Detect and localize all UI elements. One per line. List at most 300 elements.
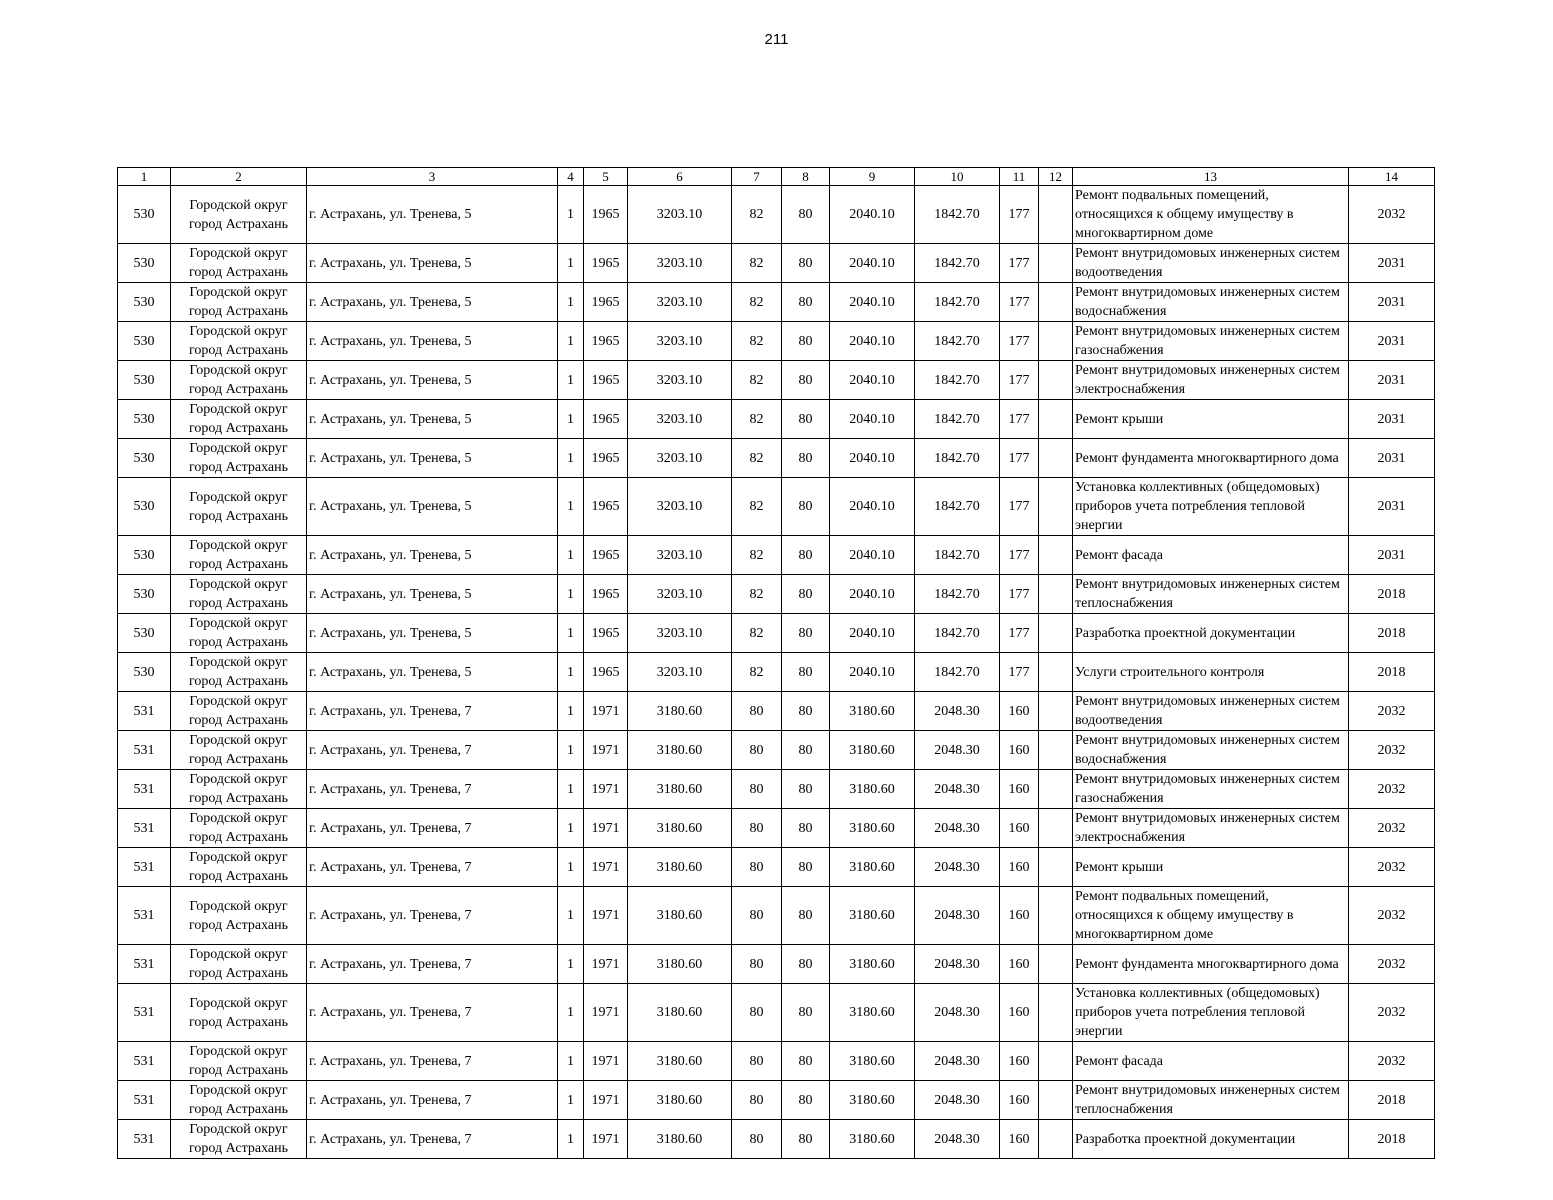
cell-work-type: Ремонт внутридомовых инженерных систем водоотведения	[1073, 244, 1349, 283]
table-row	[118, 536, 1435, 575]
cell-col-8: 80	[782, 731, 830, 770]
cell-address: г. Астрахань, ул. Тренева, 5	[307, 653, 558, 692]
cell-col-7: 82	[732, 575, 782, 614]
cell-col-4: 1	[558, 244, 584, 283]
column-header: 5	[584, 168, 628, 186]
cell-col-9: 2040.10	[830, 400, 915, 439]
cell-year: 1971	[584, 1120, 628, 1159]
cell-col-11: 177	[1000, 244, 1039, 283]
cell-col-12	[1039, 361, 1073, 400]
table-row	[118, 361, 1435, 400]
cell-address: г. Астрахань, ул. Тренева, 7	[307, 809, 558, 848]
cell-planned-year: 2018	[1349, 614, 1435, 653]
cell-col-9: 2040.10	[830, 322, 915, 361]
cell-planned-year: 2032	[1349, 186, 1435, 244]
cell-col-10: 1842.70	[915, 536, 1000, 575]
cell-object-number: 530	[118, 614, 171, 653]
cell-object-number: 530	[118, 439, 171, 478]
cell-col-8: 80	[782, 1081, 830, 1120]
cell-col-11: 177	[1000, 614, 1039, 653]
cell-address: г. Астрахань, ул. Тренева, 5	[307, 244, 558, 283]
cell-object-number: 530	[118, 283, 171, 322]
cell-planned-year: 2032	[1349, 692, 1435, 731]
cell-object-number: 531	[118, 945, 171, 984]
cell-planned-year: 2031	[1349, 536, 1435, 575]
cell-col-6: 3180.60	[628, 1120, 732, 1159]
column-header: 10	[915, 168, 1000, 186]
cell-col-9: 2040.10	[830, 614, 915, 653]
cell-col-12	[1039, 478, 1073, 536]
column-header: 9	[830, 168, 915, 186]
cell-planned-year: 2032	[1349, 945, 1435, 984]
cell-col-4: 1	[558, 653, 584, 692]
cell-address: г. Астрахань, ул. Тренева, 7	[307, 731, 558, 770]
table-row	[118, 770, 1435, 809]
cell-col-12	[1039, 575, 1073, 614]
cell-work-type: Ремонт внутридомовых инженерных систем водоснабжения	[1073, 283, 1349, 322]
cell-municipality: Городской округ город Астрахань	[171, 653, 307, 692]
cell-col-9: 2040.10	[830, 575, 915, 614]
cell-col-11: 160	[1000, 848, 1039, 887]
cell-col-12	[1039, 848, 1073, 887]
cell-col-4: 1	[558, 186, 584, 244]
cell-col-4: 1	[558, 478, 584, 536]
cell-col-9: 2040.10	[830, 186, 915, 244]
cell-year: 1965	[584, 439, 628, 478]
cell-object-number: 531	[118, 731, 171, 770]
cell-col-11: 177	[1000, 283, 1039, 322]
cell-col-10: 1842.70	[915, 283, 1000, 322]
cell-col-6: 3180.60	[628, 848, 732, 887]
cell-col-12	[1039, 1081, 1073, 1120]
cell-work-type: Ремонт внутридомовых инженерных систем газоснабжения	[1073, 322, 1349, 361]
cell-address: г. Астрахань, ул. Тренева, 7	[307, 887, 558, 945]
cell-col-9: 2040.10	[830, 536, 915, 575]
cell-object-number: 531	[118, 1042, 171, 1081]
cell-col-9: 3180.60	[830, 984, 915, 1042]
cell-col-12	[1039, 731, 1073, 770]
cell-col-9: 3180.60	[830, 848, 915, 887]
cell-col-10: 2048.30	[915, 731, 1000, 770]
cell-address: г. Астрахань, ул. Тренева, 5	[307, 400, 558, 439]
cell-object-number: 531	[118, 809, 171, 848]
column-header: 13	[1073, 168, 1349, 186]
cell-col-10: 2048.30	[915, 848, 1000, 887]
cell-year: 1965	[584, 244, 628, 283]
cell-work-type: Разработка проектной документации	[1073, 614, 1349, 653]
cell-col-4: 1	[558, 1081, 584, 1120]
cell-col-11: 160	[1000, 770, 1039, 809]
cell-municipality: Городской округ город Астрахань	[171, 439, 307, 478]
cell-col-4: 1	[558, 887, 584, 945]
cell-year: 1965	[584, 614, 628, 653]
cell-col-11: 177	[1000, 478, 1039, 536]
table-row	[118, 653, 1435, 692]
cell-municipality: Городской округ город Астрахань	[171, 945, 307, 984]
cell-col-4: 1	[558, 575, 584, 614]
cell-work-type: Установка коллективных (общедомовых) приборов учета потребления тепловой энергии	[1073, 478, 1349, 536]
cell-col-8: 80	[782, 614, 830, 653]
cell-col-8: 80	[782, 186, 830, 244]
cell-col-11: 160	[1000, 887, 1039, 945]
cell-work-type: Ремонт фасада	[1073, 1042, 1349, 1081]
cell-col-9: 3180.60	[830, 1081, 915, 1120]
cell-address: г. Астрахань, ул. Тренева, 7	[307, 1120, 558, 1159]
cell-year: 1971	[584, 984, 628, 1042]
cell-col-11: 177	[1000, 536, 1039, 575]
cell-year: 1971	[584, 945, 628, 984]
cell-col-9: 3180.60	[830, 1042, 915, 1081]
cell-col-4: 1	[558, 692, 584, 731]
cell-col-11: 177	[1000, 322, 1039, 361]
cell-col-12	[1039, 283, 1073, 322]
table-row	[118, 400, 1435, 439]
cell-col-4: 1	[558, 731, 584, 770]
cell-col-8: 80	[782, 809, 830, 848]
cell-col-6: 3203.10	[628, 478, 732, 536]
cell-col-4: 1	[558, 809, 584, 848]
cell-col-11: 160	[1000, 1042, 1039, 1081]
cell-col-12	[1039, 887, 1073, 945]
cell-year: 1965	[584, 186, 628, 244]
cell-planned-year: 2031	[1349, 244, 1435, 283]
cell-col-4: 1	[558, 439, 584, 478]
cell-col-9: 2040.10	[830, 439, 915, 478]
cell-planned-year: 2032	[1349, 984, 1435, 1042]
cell-col-11: 160	[1000, 692, 1039, 731]
cell-col-7: 82	[732, 186, 782, 244]
cell-col-9: 3180.60	[830, 731, 915, 770]
cell-year: 1971	[584, 731, 628, 770]
cell-municipality: Городской округ город Астрахань	[171, 848, 307, 887]
cell-col-9: 2040.10	[830, 361, 915, 400]
cell-col-8: 80	[782, 692, 830, 731]
table-row	[118, 887, 1435, 945]
table-row	[118, 244, 1435, 283]
cell-municipality: Городской округ город Астрахань	[171, 536, 307, 575]
cell-municipality: Городской округ город Астрахань	[171, 1120, 307, 1159]
cell-municipality: Городской округ город Астрахань	[171, 887, 307, 945]
cell-work-type: Разработка проектной документации	[1073, 1120, 1349, 1159]
table-row	[118, 575, 1435, 614]
cell-planned-year: 2032	[1349, 731, 1435, 770]
cell-col-12	[1039, 770, 1073, 809]
cell-municipality: Городской округ город Астрахань	[171, 400, 307, 439]
cell-year: 1971	[584, 692, 628, 731]
cell-address: г. Астрахань, ул. Тренева, 7	[307, 984, 558, 1042]
cell-col-10: 1842.70	[915, 400, 1000, 439]
cell-address: г. Астрахань, ул. Тренева, 5	[307, 478, 558, 536]
cell-year: 1965	[584, 653, 628, 692]
cell-col-8: 80	[782, 244, 830, 283]
cell-col-7: 80	[732, 770, 782, 809]
cell-col-10: 1842.70	[915, 653, 1000, 692]
cell-address: г. Астрахань, ул. Тренева, 5	[307, 361, 558, 400]
cell-address: г. Астрахань, ул. Тренева, 5	[307, 322, 558, 361]
cell-col-4: 1	[558, 770, 584, 809]
cell-col-4: 1	[558, 614, 584, 653]
cell-municipality: Городской округ город Астрахань	[171, 984, 307, 1042]
cell-col-11: 177	[1000, 361, 1039, 400]
cell-col-6: 3203.10	[628, 653, 732, 692]
cell-col-10: 2048.30	[915, 984, 1000, 1042]
cell-col-10: 1842.70	[915, 244, 1000, 283]
table-row	[118, 283, 1435, 322]
cell-col-6: 3180.60	[628, 809, 732, 848]
cell-municipality: Городской округ город Астрахань	[171, 1042, 307, 1081]
cell-year: 1965	[584, 322, 628, 361]
cell-year: 1965	[584, 361, 628, 400]
cell-col-8: 80	[782, 400, 830, 439]
cell-col-11: 160	[1000, 809, 1039, 848]
cell-col-8: 80	[782, 536, 830, 575]
cell-col-12	[1039, 1042, 1073, 1081]
cell-address: г. Астрахань, ул. Тренева, 7	[307, 1042, 558, 1081]
cell-year: 1965	[584, 536, 628, 575]
cell-col-10: 2048.30	[915, 770, 1000, 809]
cell-col-8: 80	[782, 575, 830, 614]
cell-col-12	[1039, 692, 1073, 731]
cell-col-4: 1	[558, 536, 584, 575]
cell-col-6: 3180.60	[628, 887, 732, 945]
cell-col-11: 160	[1000, 1081, 1039, 1120]
cell-object-number: 531	[118, 848, 171, 887]
cell-col-6: 3203.10	[628, 186, 732, 244]
cell-col-12	[1039, 400, 1073, 439]
cell-planned-year: 2031	[1349, 283, 1435, 322]
cell-col-8: 80	[782, 1120, 830, 1159]
cell-col-12	[1039, 439, 1073, 478]
cell-work-type: Ремонт подвальных помещений, относящихся к общему имуществу в многоквартирном доме	[1073, 186, 1349, 244]
cell-col-8: 80	[782, 945, 830, 984]
cell-col-6: 3203.10	[628, 536, 732, 575]
column-header: 8	[782, 168, 830, 186]
cell-col-7: 80	[732, 809, 782, 848]
cell-col-11: 160	[1000, 984, 1039, 1042]
cell-work-type: Установка коллективных (общедомовых) приборов учета потребления тепловой энергии	[1073, 984, 1349, 1042]
cell-object-number: 531	[118, 692, 171, 731]
cell-col-10: 1842.70	[915, 439, 1000, 478]
cell-col-4: 1	[558, 400, 584, 439]
cell-col-7: 80	[732, 1120, 782, 1159]
cell-col-4: 1	[558, 361, 584, 400]
cell-col-4: 1	[558, 283, 584, 322]
cell-col-11: 177	[1000, 653, 1039, 692]
cell-col-7: 82	[732, 478, 782, 536]
cell-col-9: 2040.10	[830, 283, 915, 322]
cell-municipality: Городской округ город Астрахань	[171, 322, 307, 361]
cell-col-7: 80	[732, 692, 782, 731]
table-row	[118, 478, 1435, 536]
table-row	[118, 1081, 1435, 1120]
cell-col-9: 3180.60	[830, 1120, 915, 1159]
cell-address: г. Астрахань, ул. Тренева, 5	[307, 186, 558, 244]
table-row	[118, 1042, 1435, 1081]
cell-municipality: Городской округ город Астрахань	[171, 361, 307, 400]
cell-col-11: 177	[1000, 439, 1039, 478]
cell-col-10: 1842.70	[915, 361, 1000, 400]
cell-work-type: Ремонт внутридомовых инженерных систем газоснабжения	[1073, 770, 1349, 809]
table-row	[118, 692, 1435, 731]
cell-col-9: 3180.60	[830, 809, 915, 848]
cell-address: г. Астрахань, ул. Тренева, 5	[307, 439, 558, 478]
cell-col-6: 3203.10	[628, 361, 732, 400]
column-header: 14	[1349, 168, 1435, 186]
cell-work-type: Ремонт внутридомовых инженерных систем теплоснабжения	[1073, 575, 1349, 614]
cell-col-7: 80	[732, 1042, 782, 1081]
cell-municipality: Городской округ город Астрахань	[171, 770, 307, 809]
cell-year: 1965	[584, 478, 628, 536]
cell-col-11: 177	[1000, 400, 1039, 439]
cell-col-10: 2048.30	[915, 1042, 1000, 1081]
cell-col-11: 160	[1000, 1120, 1039, 1159]
cell-col-7: 82	[732, 283, 782, 322]
cell-col-7: 80	[732, 945, 782, 984]
cell-col-10: 2048.30	[915, 887, 1000, 945]
repair-program-table	[117, 167, 1435, 1159]
cell-col-10: 2048.30	[915, 809, 1000, 848]
cell-col-7: 82	[732, 244, 782, 283]
cell-col-6: 3180.60	[628, 945, 732, 984]
cell-col-10: 2048.30	[915, 1120, 1000, 1159]
cell-municipality: Городской округ город Астрахань	[171, 1081, 307, 1120]
cell-col-12	[1039, 322, 1073, 361]
cell-col-12	[1039, 984, 1073, 1042]
cell-planned-year: 2031	[1349, 400, 1435, 439]
column-header: 11	[1000, 168, 1039, 186]
cell-year: 1971	[584, 770, 628, 809]
cell-col-8: 80	[782, 1042, 830, 1081]
table-row	[118, 945, 1435, 984]
cell-work-type: Ремонт внутридомовых инженерных систем водоотведения	[1073, 692, 1349, 731]
cell-address: г. Астрахань, ул. Тренева, 7	[307, 770, 558, 809]
table-row	[118, 614, 1435, 653]
cell-object-number: 531	[118, 887, 171, 945]
table-row	[118, 848, 1435, 887]
column-number-row	[118, 168, 1435, 186]
cell-col-7: 82	[732, 614, 782, 653]
cell-col-9: 3180.60	[830, 770, 915, 809]
cell-col-9: 2040.10	[830, 244, 915, 283]
cell-col-10: 2048.30	[915, 1081, 1000, 1120]
cell-work-type: Ремонт фундамента многоквартирного дома	[1073, 945, 1349, 984]
cell-col-11: 177	[1000, 575, 1039, 614]
cell-col-7: 82	[732, 653, 782, 692]
cell-municipality: Городской округ город Астрахань	[171, 283, 307, 322]
cell-address: г. Астрахань, ул. Тренева, 7	[307, 692, 558, 731]
cell-col-6: 3180.60	[628, 1081, 732, 1120]
cell-col-9: 3180.60	[830, 887, 915, 945]
cell-municipality: Городской округ город Астрахань	[171, 244, 307, 283]
cell-col-7: 80	[732, 887, 782, 945]
cell-planned-year: 2032	[1349, 770, 1435, 809]
cell-col-12	[1039, 186, 1073, 244]
cell-col-7: 80	[732, 731, 782, 770]
cell-work-type: Услуги строительного контроля	[1073, 653, 1349, 692]
cell-col-9: 2040.10	[830, 478, 915, 536]
cell-col-8: 80	[782, 439, 830, 478]
cell-col-8: 80	[782, 770, 830, 809]
cell-col-11: 160	[1000, 945, 1039, 984]
cell-col-8: 80	[782, 478, 830, 536]
cell-col-10: 1842.70	[915, 614, 1000, 653]
cell-col-7: 82	[732, 536, 782, 575]
cell-work-type: Ремонт внутридомовых инженерных систем водоснабжения	[1073, 731, 1349, 770]
cell-col-9: 2040.10	[830, 653, 915, 692]
cell-planned-year: 2032	[1349, 848, 1435, 887]
cell-object-number: 531	[118, 1081, 171, 1120]
column-header: 1	[118, 168, 171, 186]
cell-planned-year: 2018	[1349, 575, 1435, 614]
cell-work-type: Ремонт фундамента многоквартирного дома	[1073, 439, 1349, 478]
cell-col-12	[1039, 244, 1073, 283]
cell-col-6: 3203.10	[628, 575, 732, 614]
cell-col-6: 3180.60	[628, 770, 732, 809]
cell-address: г. Астрахань, ул. Тренева, 5	[307, 283, 558, 322]
table-row	[118, 1120, 1435, 1159]
cell-col-8: 80	[782, 361, 830, 400]
cell-municipality: Городской округ город Астрахань	[171, 478, 307, 536]
column-header: 7	[732, 168, 782, 186]
cell-object-number: 530	[118, 322, 171, 361]
cell-col-7: 82	[732, 361, 782, 400]
cell-col-7: 80	[732, 984, 782, 1042]
cell-address: г. Астрахань, ул. Тренева, 5	[307, 614, 558, 653]
table-row	[118, 322, 1435, 361]
table-row	[118, 439, 1435, 478]
cell-planned-year: 2032	[1349, 887, 1435, 945]
cell-municipality: Городской округ город Астрахань	[171, 809, 307, 848]
cell-municipality: Городской округ город Астрахань	[171, 575, 307, 614]
page-number: 211	[764, 31, 789, 48]
cell-col-6: 3180.60	[628, 1042, 732, 1081]
cell-col-7: 82	[732, 400, 782, 439]
table-body	[118, 186, 1435, 1159]
cell-object-number: 530	[118, 653, 171, 692]
cell-col-9: 3180.60	[830, 692, 915, 731]
cell-object-number: 530	[118, 186, 171, 244]
cell-col-9: 3180.60	[830, 945, 915, 984]
cell-object-number: 530	[118, 478, 171, 536]
table-row	[118, 731, 1435, 770]
cell-col-8: 80	[782, 887, 830, 945]
cell-planned-year: 2018	[1349, 1120, 1435, 1159]
cell-work-type: Ремонт внутридомовых инженерных систем теплоснабжения	[1073, 1081, 1349, 1120]
cell-address: г. Астрахань, ул. Тренева, 7	[307, 945, 558, 984]
cell-col-4: 1	[558, 1042, 584, 1081]
column-header: 12	[1039, 168, 1073, 186]
cell-col-7: 80	[732, 848, 782, 887]
cell-year: 1965	[584, 575, 628, 614]
cell-work-type: Ремонт внутридомовых инженерных систем электроснабжения	[1073, 361, 1349, 400]
cell-year: 1965	[584, 283, 628, 322]
table-row	[118, 984, 1435, 1042]
cell-col-6: 3203.10	[628, 283, 732, 322]
cell-col-12	[1039, 1120, 1073, 1159]
cell-year: 1971	[584, 848, 628, 887]
cell-planned-year: 2032	[1349, 809, 1435, 848]
cell-year: 1971	[584, 1042, 628, 1081]
cell-col-8: 80	[782, 283, 830, 322]
cell-col-10: 1842.70	[915, 322, 1000, 361]
cell-address: г. Астрахань, ул. Тренева, 7	[307, 1081, 558, 1120]
cell-year: 1971	[584, 809, 628, 848]
cell-object-number: 530	[118, 400, 171, 439]
cell-col-7: 80	[732, 1081, 782, 1120]
cell-col-6: 3180.60	[628, 731, 732, 770]
cell-col-8: 80	[782, 848, 830, 887]
cell-col-10: 2048.30	[915, 692, 1000, 731]
